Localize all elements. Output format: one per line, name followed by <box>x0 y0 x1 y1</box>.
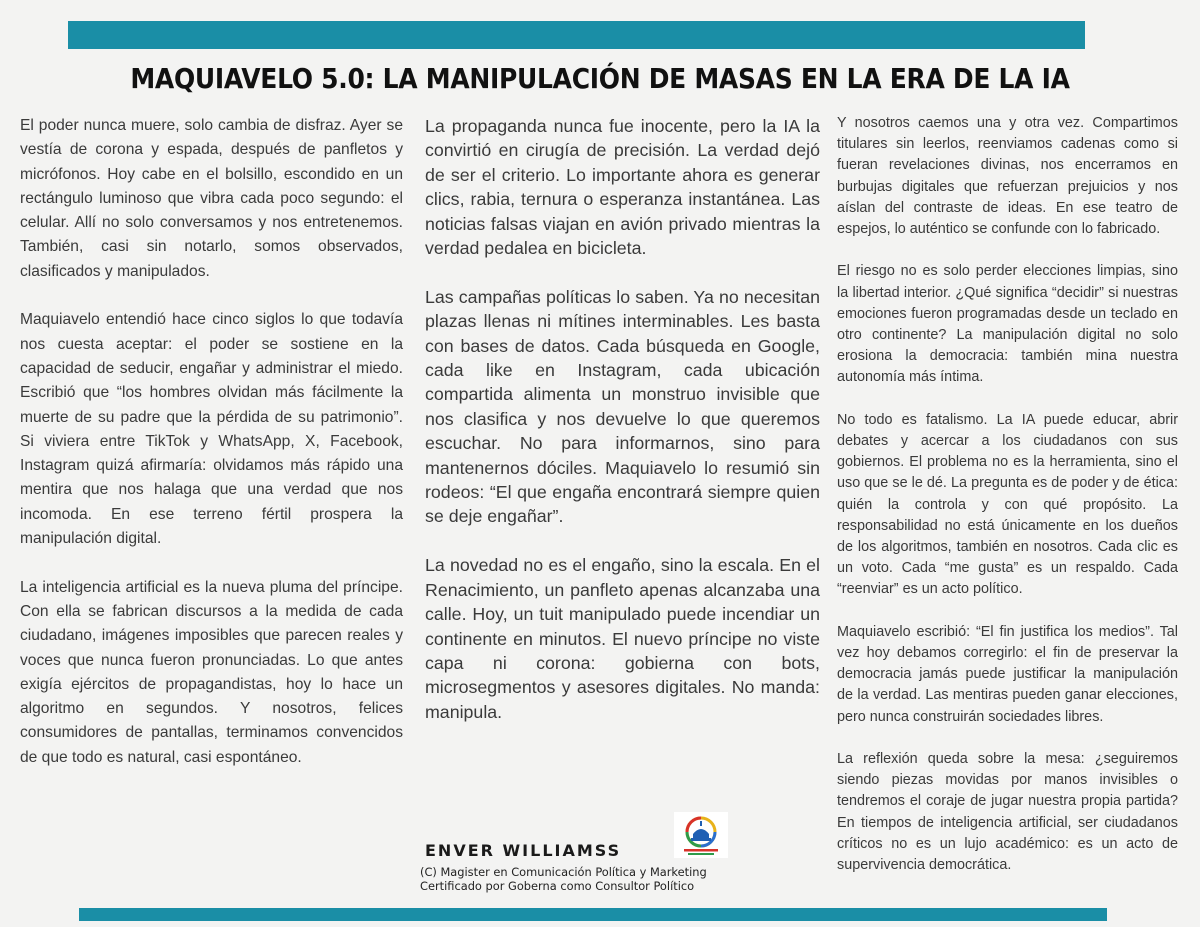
credential-line: Certificado por Goberna como Consultor Político <box>420 878 695 893</box>
credential-line: (C) Magister en Comunicación Política y Marketing <box>420 865 707 879</box>
paragraph: No todo es fatalismo. La IA puede educar, abrir debates y acercar a los ciudadanos con sus gobiernos. El problema no es la herramienta, sino el uso que se le dé. La pregunta es de poder y de ética: quién la controla y con qué propósito. La responsabilidad no está únicamente en los dueños de los algoritmos, también en nosotros. Cada clic es un voto. Cada “me gusta” es un respaldo. Cada “reenviar” es un acto político. <box>837 411 1178 598</box>
top-accent-bar <box>68 21 1085 49</box>
article-column-right <box>837 113 1178 897</box>
article-title: MAQUIAVELO 5.0: LA MANIPULACIÓN DE MASAS EN LA ERA DE LA IA <box>130 62 1070 95</box>
capitol-dome-icon <box>674 812 728 858</box>
paragraph: El riesgo no es solo perder elecciones limpias, sino la libertad interior. ¿Qué significa “decidir” si nuestras emociones fueron programadas desde un teclado en otro continente? La manipulación digital no solo erosiona la democracia: también mina nuestra autonomía más íntima. <box>837 263 1178 386</box>
bottom-accent-bar <box>79 908 1107 921</box>
paragraph: Maquiavelo entendió hace cinco siglos lo que todavía nos cuesta aceptar: el poder se sostiene en la capacidad de seducir, engañar y administrar el miedo. Escribió que “los hombres olvidan más fácilmente la muerte de su padre que la pérdida de su patrimonio”. Si viviera entre TikTok y WhatsApp, X, Facebook, Instagram quizá afirmaría: olvidamos más rápido una mentira que nos halaga que una verdad que nos incomoda. En ese terreno fértil prospera la manipulación digital. <box>20 311 403 548</box>
paragraph: La propaganda nunca fue inocente, pero la IA la convirtió en cirugía de precisión. La verdad dejó de ser el criterio. Lo importante ahora es generar clics, rabia, ternura o esperanza instantánea. Las noticias falsas viajan en avión privado mientras la verdad pedalea en bicicleta. <box>425 116 820 259</box>
paragraph: Y nosotros caemos una y otra vez. Compartimos titulares sin leerlos, reenviamos cadenas como si fueran revelaciones divinas, nos encerramos en burbujas digitales que refuerzan prejuicios y nos aíslan del contraste de ideas. En ese teatro de espejos, lo auténtico se confunde con lo fabricado. <box>837 115 1178 238</box>
paragraph: La inteligencia artificial es la nueva pluma del príncipe. Con ella se fabrican discursos a la medida de cada ciudadano, imágenes imposibles que parecen reales y voces que nunca fueron pronunciadas. Lo que antes exigía ejércitos de propagandistas, hoy lo hace un algoritmo en segundos. Y nosotros, felices consumidores de pantallas, terminamos convencidos de que todo es natural, casi espontáneo. <box>20 578 403 766</box>
article-column-left <box>20 114 403 794</box>
paragraph: La reflexión queda sobre la mesa: ¿seguiremos siendo piezas movidas por manos invisibles o tendremos el coraje de jugar nuestra propia partida? En tiempos de inteligencia artificial, ser ciudadanos críticos no es un lujo académico: es un acto de supervivencia democrática. <box>837 751 1178 874</box>
author-name: ENVER WILLIAMSS <box>425 841 622 860</box>
paragraph: La novedad no es el engaño, sino la escala. En el Renacimiento, un panfleto apenas alcanzaba una calle. Hoy, un tuit manipulado puede incendiar un continente en minutos. El nuevo príncipe no viste capa ni corona: gobierna con bots, microsegmentos y asesores digitales. No manda: manipula. <box>425 555 820 722</box>
article-column-middle <box>425 114 820 749</box>
paragraph: Maquiavelo escribió: “El fin justifica los medios”. Tal vez hoy debamos corregirlo: el fin de preservar la democracia jamás puede justificar la manipulación de la verdad. Las mentiras pueden ganar elecciones, pero nunca construirán sociedades libres. <box>837 623 1178 725</box>
author-credentials <box>420 866 780 893</box>
consulting-logo <box>674 812 728 858</box>
paragraph: El poder nunca muere, solo cambia de disfraz. Ayer se vestía de corona y espada, después de panfletos y micrófonos. Hoy cabe en el bolsillo, escondido en un rectángulo luminoso que vibra cada poco segundo: el celular. Allí no solo conversamos y nos entretenemos. También, casi sin notarlo, somos observados, clasificados y manipulados. <box>20 117 403 280</box>
paragraph: Las campañas políticas lo saben. Ya no necesitan plazas llenas ni mítines interminables. Les basta con bases de datos. Cada búsqueda en Google, cada like en Instagram, cada ubicación compartida alimenta un monstruo invisible que nos clasifica y nos devuelve lo que queremos escuchar. No para informarnos, sino para mantenernos dóciles. Maquiavelo lo resumió sin rodeos: “El que engaña encontrará siempre quien se deje engañar”. <box>425 286 820 527</box>
